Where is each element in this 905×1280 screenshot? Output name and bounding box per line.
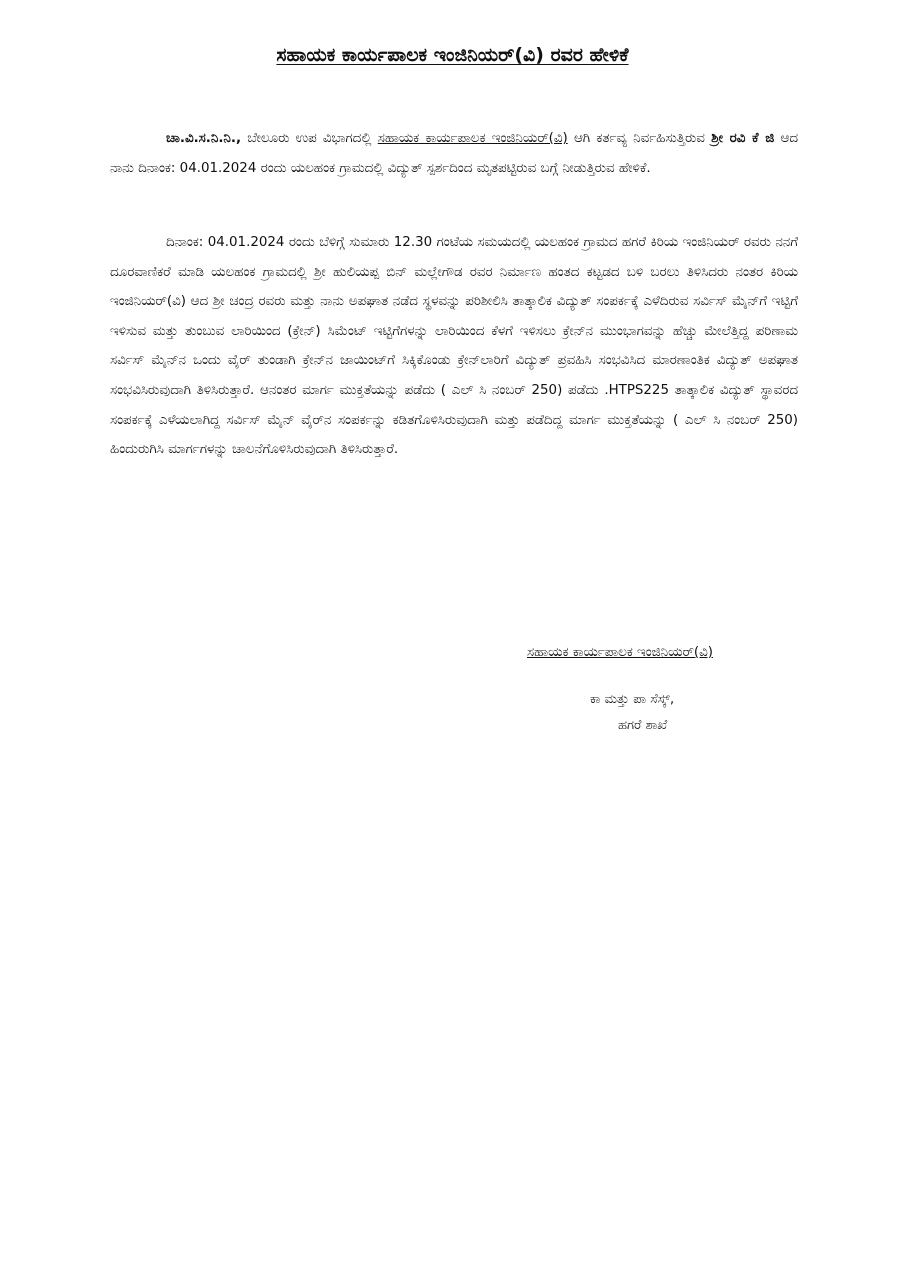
statement-body-paragraph <box>110 228 798 465</box>
statement-intro-paragraph <box>110 124 798 183</box>
signature-branch-line: ಹಗರೆ ಶಾಖೆ <box>618 718 668 733</box>
designation-text: ಸಹಾಯಕ ಕಾರ್ಯಪಾಲಕ ಇಂಜಿನಿಯರ್(ವಿ) <box>377 131 568 146</box>
organization-name: ಚಾ.ವಿ.ಸ.ನಿ.ನಿ., <box>166 131 242 146</box>
officer-name: ಶ್ರೀ ರವಿ ಕೆ ಜಿ <box>711 131 775 146</box>
intro-text-c: ಆದ ನಾನು ದಿನಾಂಕ: 04.01.2024 ರಂದು ಯಲಹಂಕ ಗ್ರಾಮದಲ್ಲಿ ವಿದ್ಯುತ್ ಸ್ಪರ್ಶದಿಂದ ಮೃತಪಟ್ಟಿರುವ ಬಗ್ಗೆ ನೀಡುತ್ತಿರುವ ಹೇಳಿಕೆ. <box>110 131 798 176</box>
signature-office-line: ಕಾ ಮತ್ತು ಪಾ ಸೆಸ್ಕ್, <box>590 692 675 707</box>
statement-body-text: ದಿನಾಂಕ: 04.01.2024 ರಂದು ಬೆಳಿಗ್ಗೆ ಸುಮಾರು 12.30 ಗಂಟೆಯ ಸಮಯದಲ್ಲಿ ಯಲಹಂಕ ಗ್ರಾಮದ ಹಗರೆ ಕಿರಿಯ ಇಂಜಿನಿಯರ್ ರವರು ನನಗೆ ದೂರವಾಣಿಕರೆ ಮಾಡಿ ಯಲಹಂಕ ಗ್ರಾಮದಲ್ಲಿ ಶ್ರೀ ಹುಲಿಯಪ್ಪ ಬಿನ್ ಮಲ್ಲೇಗೌಡ ರವರ ನಿರ್ಮಾಣ ಹಂತದ ಕಟ್ಟಡದ ಬಳಿ ಬರಲು ತಿಳಿಸಿದರು ನಂತರ ಕಿರಿಯ ಇಂಜಿನಿಯರ್(ವಿ) ಆದ ಶ್ರೀ ಚಂದ್ರ ರವರು ಮತ್ತು ನಾನು ಅಪಘಾತ ನಡೆದ ಸ್ಥಳವನ್ನು ಪರಿಶೀಲಿಸಿ ತಾತ್ಕಾಲಿಕ ವಿದ್ಯುತ್ ಸಂಪರ್ಕಕ್ಕೆ ಎಳೆದಿರುವ ಸರ್ವಿಸ್ ಮೈನ್‌ಗೆ ಇಟ್ಟಿಗೆ ಇಳಿಸುವ ಮತ್ತು ತುಂಬುವ ಲಾರಿಯಿಂದ (ಕ್ರೇನ್) ಸಿಮೆಂಟ್ ಇಟ್ಟಿಗೆಗಳನ್ನು ಲಾರಿಯಿಂದ ಕೆಳಗೆ ಇಳಿಸಲು ಕ್ರೇನ್‌ನ ಮುಂಭಾಗವನ್ನು ಹೆಚ್ಚು ಮೇಲೆತ್ತಿದ್ದ ಪರಿಣಾಮ ಸರ್ವಿಸ್ ಮೈನ್‌ನ ಒಂದು ವೈರ್ ತುಂಡಾಗಿ ಕ್ರೇನ್‌ನ ಜಾಯಿಂಟ್‌ಗೆ ಸಿಕ್ಕಿಕೊಂಡು ಕ್ರೇನ್‌ಲಾರಿಗೆ ವಿದ್ಯುತ್ ಪ್ರವಹಿಸಿ ಸಂಭವಿಸಿದ ಮಾರಣಾಂತಿಕ ವಿದ್ಯುತ್ ಅಪಘಾತ ಸಂಭವಿಸಿರುವುದಾಗಿ ತಿಳಿಸಿರುತ್ತಾರೆ. ಆನಂತರ ಮಾರ್ಗ ಮುಕ್ತತೆಯನ್ನು ಪಡೆದು ( ಎಲ್ ಸಿ ನಂಬರ್ 250) ಪಡೆದು .HTPS225 ತಾತ್ಕಾಲಿಕ ವಿದ್ಯುತ್ ಸ್ಥಾವರದ ಸಂಪರ್ಕಕ್ಕೆ ಎಳೆಯಲಾಗಿದ್ದ ಸರ್ವಿಸ್ ಮೈನ್ ವೈರ್‌ನ ಸಂಪರ್ಕನ್ನು ಕಡಿತಗೊಳಿಸಿರುವುದಾಗಿ ಮತ್ತು ಪಡೆದಿದ್ದ ಮಾರ್ಗ ಮುಕ್ತತೆಯನ್ನು ( ಎಲ್ ಸಿ ನಂಬರ್ 250) ಹಿಂದುರುಗಿಸಿ ಮಾರ್ಗಗಳನ್ನು ಚಾಲನೆಗೊಳಿಸಿರುವುದಾಗಿ ತಿಳಿಸಿರುತ್ತಾರೆ. <box>110 235 798 458</box>
intro-text-a: ಬೇಲೂರು ಉಪ ವಿಭಾಗದಲ್ಲಿ <box>241 131 378 146</box>
intro-text-b: ಆಗಿ ಕರ್ತವ್ಯ ನಿರ್ವಹಿಸುತ್ತಿರುವ <box>567 131 712 146</box>
signature-designation: ಸಹಾಯಕ ಕಾರ್ಯಪಾಲಕ ಇಂಜಿನಿಯರ್(ವಿ) <box>527 645 713 660</box>
document-title: ಸಹಾಯಕ ಕಾರ್ಯಪಾಲಕ ಇಂಜಿನಿಯರ್(ವಿ) ರವರ ಹೇಳಿಕೆ <box>276 44 629 66</box>
